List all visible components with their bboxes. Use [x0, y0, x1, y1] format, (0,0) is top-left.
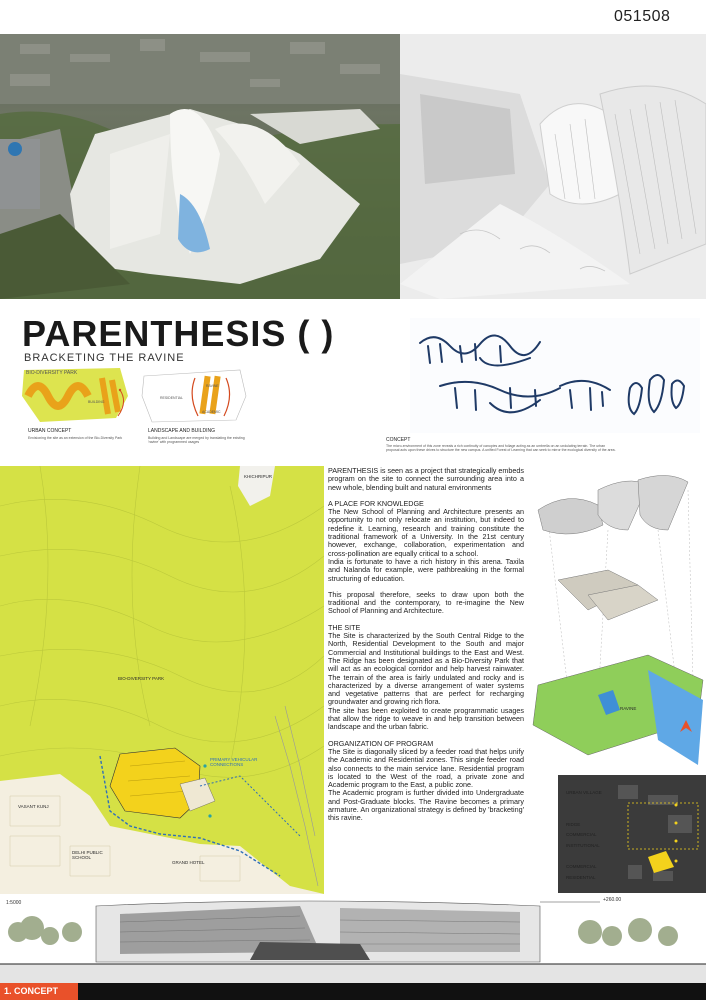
knowledge-heading: A PLACE FOR KNOWLEDGE: [328, 498, 424, 508]
exploded-axonometric: [528, 470, 706, 770]
concept-sketch: [380, 318, 706, 463]
footer-label: 1. CONCEPT: [0, 983, 78, 1000]
aerial-photo-illustration: [0, 34, 400, 299]
map-label-school: DELHI PUBLIC SCHOOL: [72, 850, 103, 860]
page-title: PARENTHESIS ( ): [22, 313, 335, 354]
map-label-connections: PRIMARY VEHICULAR CONNECTIONS: [210, 757, 258, 767]
map-label-hotel: GRAND HOTEL: [172, 860, 205, 865]
landscape-inner-label-residential: RESIDENTIAL: [160, 396, 183, 400]
concept-label: CONCEPT: [386, 437, 411, 443]
section-level: +260.00: [603, 897, 622, 903]
sheet-number: 051508: [614, 8, 671, 25]
knowledge-paragraph-1: The New School of Planning and Architecture presents an opportunity to not only relocate an institution, but indeed to redefine it. Learning, research and training constitute the traditional framework of a University. In the 21st century however, exchange, collaboration, experimentation and cross-pollination are equally critical to a school.: [328, 507, 524, 558]
site-map: [0, 466, 324, 894]
page-subtitle: BRACKETING THE RAVINE: [24, 352, 185, 364]
urban-concept-diagram: [20, 366, 130, 444]
landscape-building-diagram: [140, 366, 250, 444]
landscape-building-graphic: [140, 366, 250, 426]
main-text: [328, 467, 524, 831]
map-label-north: KHICHRIPUR: [244, 474, 273, 479]
knowledge-paragraph-3: This proposal therefore, seeks to draw upon both the traditional and the contemporary, to re-imagine the New School of Planning and Architecture.: [328, 589, 524, 616]
urban-concept-label: URBAN CONCEPT: [28, 428, 72, 434]
landscape-inner-label-ravine: RAVINE: [206, 384, 219, 388]
landscape-inner-label-academic: ACADEMIC: [202, 410, 221, 414]
program-label-commercial-1: COMMERCIAL: [566, 832, 597, 837]
render-photo: [400, 34, 706, 299]
program-label-commercial-2: COMMERCIAL: [566, 864, 597, 869]
urban-concept-caption: Envisioning the site as an extension of the Bio-Diversity Park: [28, 436, 123, 440]
program-paragraph-2: The Academic program is further divided into Undergraduate and Post-Graduate blocks. The Ravine becomes a primary armature. An organizational strategy is defined by 'bracketing' this ravine.: [328, 788, 524, 823]
knowledge-paragraph-2: India is fortunate to have a rich history in this arena. Taxila and Nalanda for example, were pathbreaking in the formal structuring of education.: [328, 556, 524, 583]
program-label-ridge: RIDGE: [566, 822, 581, 827]
axon-label-ravine: RAVINE: [620, 706, 637, 711]
concept-caption: The micro-environment of this zone reveals a rich continuity of canopies and foliage acting as an umbrella on an undulating terrain. The urban proposal acts upon these drives to structure the new campus. A unified Forest of Learning that can seek to mirror the ecological diversity of the area.: [386, 444, 616, 452]
aerial-photo: [0, 34, 400, 299]
landscape-building-label: LANDSCAPE AND BUILDING: [148, 428, 215, 434]
section-graphic: [0, 892, 706, 984]
site-paragraph-1: The Site is characterized by the South Central Ridge to the North, Residential Development to the South and major Commercial and Institutional buildings to the East and West. The Ridge has been designated as a Bio-Diversity Park that will act as an ecological corridor and help harvest rainwater. The terrain of the area is fairly undulated and rocky and is characterized by a diverse arrangement of water systems and vegetative patterns that are perfect for recharging groundwater and growing rich flora.: [328, 631, 524, 707]
site-heading: THE SITE: [328, 622, 361, 632]
render-illustration: [400, 34, 706, 299]
program-label-institutional: INSTITUTIONAL: [566, 843, 600, 848]
urban-concept-inner-label-park: BIO-DIVERSITY PARK: [26, 370, 78, 376]
map-label-park: BIO-DIVERSITY PARK: [118, 676, 165, 681]
footer-bar: [0, 983, 706, 1000]
program-label-urban-village: URBAN VILLAGE: [566, 790, 602, 795]
map-label-vasant-kunj: VASANT KUNJ: [18, 804, 49, 809]
urban-concept-inner-label-building: BUILDING: [88, 400, 105, 404]
program-heading: ORGANIZATION OF PROGRAM: [328, 738, 434, 748]
landscape-building-caption: Building and Landscape are merged by translating the existing 'ravine' with programmed usages: [148, 436, 245, 444]
axonometric-graphic: [528, 470, 706, 770]
building-section: [0, 892, 706, 984]
concept-sketch-drawing: [380, 318, 706, 438]
section-scale: 1:5000: [6, 900, 22, 906]
program-label-residential: RESIDENTIAL: [566, 875, 596, 880]
site-paragraph-2: The site has been exploited to create programmatic usages that allow the ridge to weave in and help transition between landscape and the urban fabric.: [328, 705, 524, 732]
program-paragraph-1: The Site is diagonally sliced by a feeder road that helps unify the Academic and Residential zones. This single feeder road also connects to the main service lane. Residential program is located to the West of the road, a private zone and Academic program to the East, a public zone.: [328, 746, 524, 790]
intro-paragraph: PARENTHESIS is seen as a project that strategically embeds program on the site to connect the surrounding area into a new whole, blending built and natural environments: [328, 466, 524, 492]
